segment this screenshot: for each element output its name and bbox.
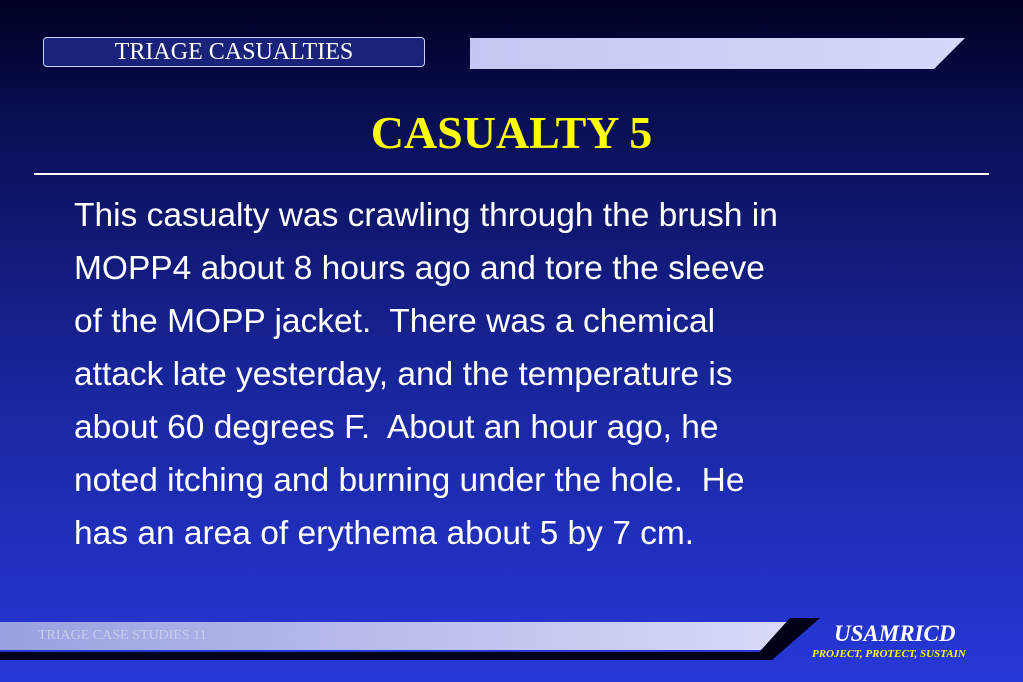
description-line: of the MOPP jacket. There was a chemical xyxy=(74,303,716,340)
title-divider xyxy=(34,173,989,175)
slide-title: CASUALTY 5 xyxy=(370,107,653,158)
description-line: about 60 degrees F. About an hour ago, he xyxy=(74,409,719,446)
description-line: attack late yesterday, and the temperature is xyxy=(74,356,733,393)
section-header-tab xyxy=(43,37,425,67)
footer-slide-label: TRIAGE CASE STUDIES 11 xyxy=(38,628,207,643)
header-decorative-band xyxy=(470,38,965,69)
description-line: noted itching and burning under the hole. He xyxy=(74,462,745,499)
organization-motto: PROJECT, PROTECT, SUSTAIN xyxy=(812,648,966,660)
organization-logo-name: USAMRICD xyxy=(834,621,956,646)
casualty-description xyxy=(74,189,974,560)
description-line: This casualty was crawling through the brush in xyxy=(74,197,778,234)
description-line: MOPP4 about 8 hours ago and tore the sleeve xyxy=(74,250,765,287)
description-line: has an area of erythema about 5 by 7 cm. xyxy=(74,515,695,552)
section-header-label: TRIAGE CASUALTIES xyxy=(114,38,354,65)
